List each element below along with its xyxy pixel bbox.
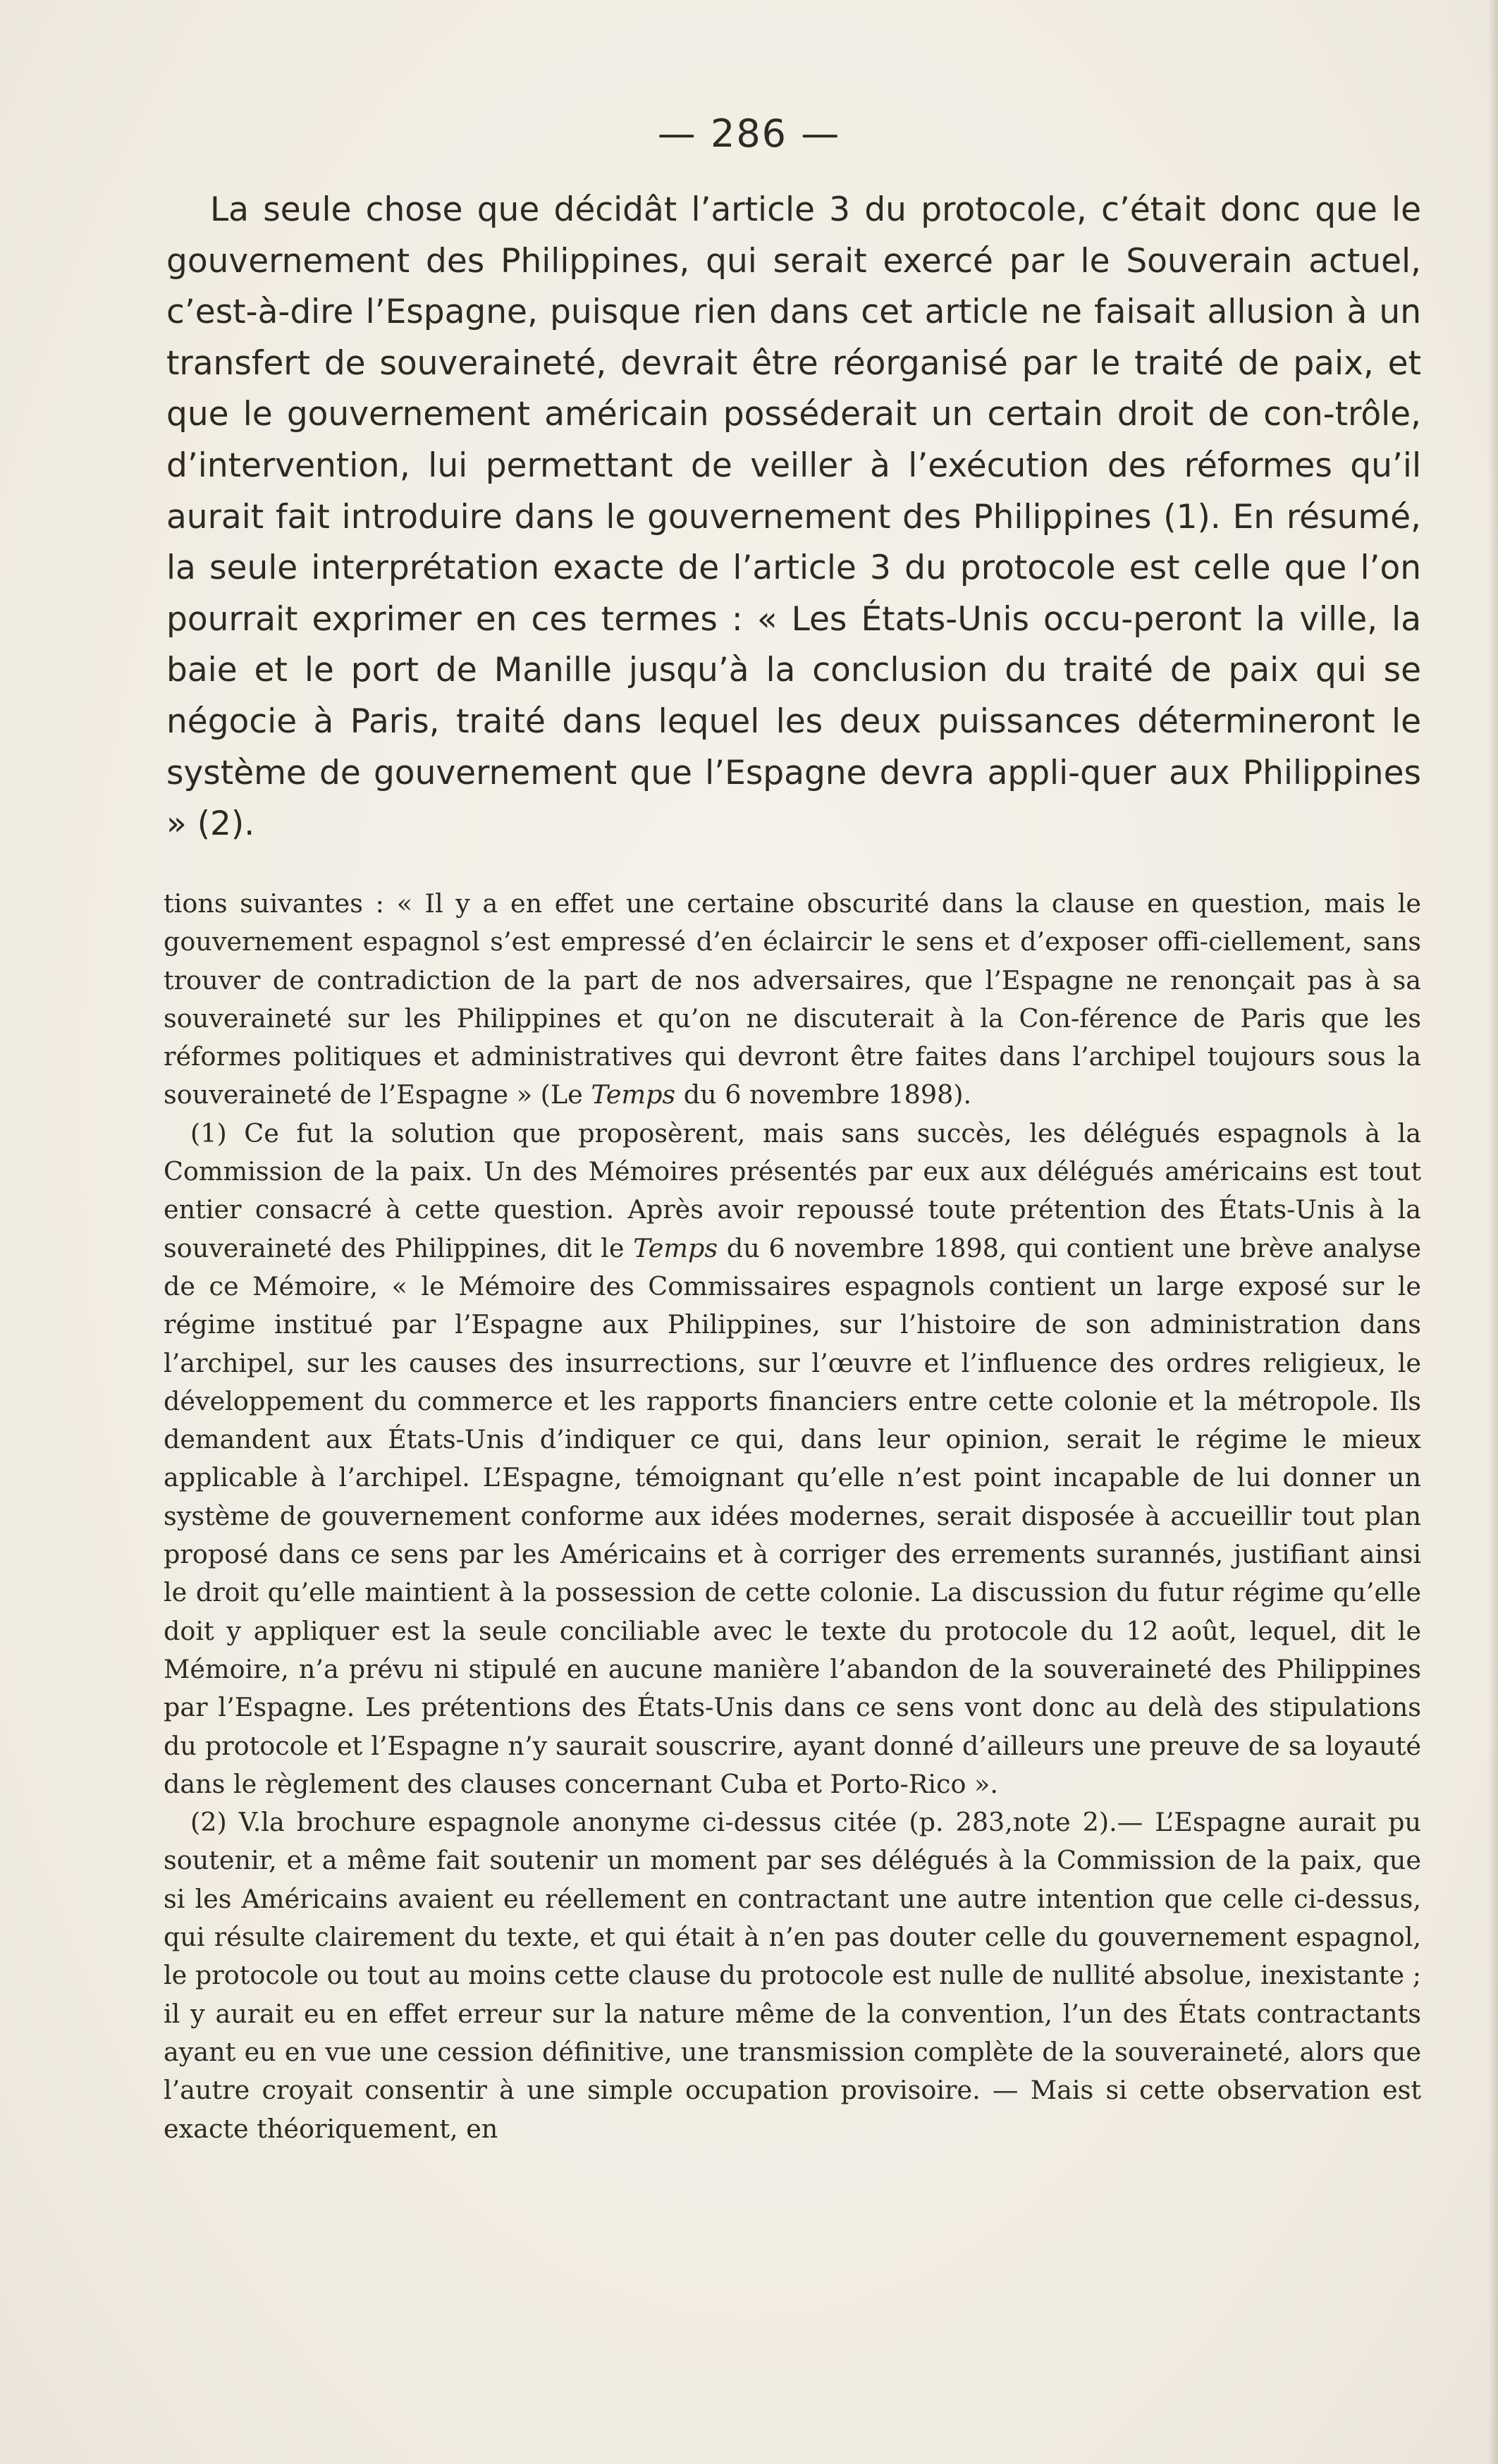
footnote-1-text: (1) Ce fut la solution que proposèrent, mais sans succès, les délégués espagnols à la Commission de la paix. Un des Mémoires présentés par eux aux délégués américains est tout entier consacré à cette question. Après avoir repoussé toute prétention des États-Unis à la souveraineté des Philippines, dit le [164, 1117, 1421, 1263]
newspaper-title: Temps [633, 1232, 718, 1263]
footnote-1 [164, 1115, 1421, 1803]
footnote-continuation-end: du 6 novembre 1898). [675, 1079, 972, 1110]
page-number: — 286 — [657, 111, 841, 156]
newspaper-title: Temps [591, 1079, 676, 1110]
footnotes [164, 885, 1421, 2148]
footnote-1-text-end: du 6 novembre 1898, qui contient une brève analyse de ce Mémoire, « le Mémoire des Commissaires espagnols contient un large exposé sur le régime institué par l’Espagne aux Philippines, sur l’histoire de son administration dans l’archipel, sur les causes des insurrections, sur l’œuvre et l’influence des ordres religieux, le développement du commerce et les rapports financiers entre cette colonie et la métropole. Ils demandent aux États-Unis d’indiquer ce qui, dans leur opinion, serait le régime le mieux applicable à l’archipel. L’Espagne, témoignant qu’elle n’est point incapable de lui donner un système de gouvernement conforme aux idées modernes, serait disposée à accueillir tout plan proposé dans ce sens par les Américains et à corriger des errements surannés, justifiant ainsi le droit qu’elle maintient à la possession de cette colonie. La discussion du futur régime qu’elle doit y appliquer est la seule conciliable avec le texte du protocole du 12 août, lequel, dit le Mémoire, n’a prévu ni stipulé en aucune manière l’abandon de la souveraineté des Philippines par l’Espagne. Les prétentions des États-Unis dans ce sens vont donc au delà des stipulations du protocole et l’Espagne n’y saurait souscrire, ayant donné d’ailleurs une preuve de sa loyauté dans le règlement des clauses concernant Cuba et Porto-Rico ». [164, 1232, 1421, 1799]
footnote-continuation [164, 885, 1421, 1115]
footnote-continuation-text: tions suivantes : « Il y a en effet une certaine obscurité dans la clause en question, mais le gouvernement espagnol s’est empressé d’en éclaircir le sens et d’exposer offi-ciellement, sans trouver de contradiction de la part de nos adversaires, que l’Espagne ne renonçait pas à sa souveraineté sur les Philippines et qu’on ne discuterait à la Con-férence de Paris que les réformes politiques et administratives qui devront être faites dans l’archipel toujours sous la souveraineté de l’Espagne » (Le [164, 888, 1421, 1110]
footnote-2: (2) V.la brochure espagnole anonyme ci-dessus citée (p. 283,note 2).— L’Espagne aurait pu soutenir, et a même fait soutenir un moment par ses délégués à la Commission de la paix, que si les Américains avaient eu réellement en contractant une autre intention que celle ci-dessus, qui résulte clairement du texte, et qui était à n’en pas douter celle du gouvernement espagnol, le protocole ou tout au moins cette clause du protocole est nulle de nullité absolue, inexistante ; il y aurait eu en effet erreur sur la nature même de la convention, l’un des États contractants ayant eu en vue une cession définitive, une transmission complète de la souveraineté, alors que l’autre croyait consentir à une simple occupation provisoire. — Mais si cette observation est exacte théoriquement, en [164, 1807, 1421, 2144]
main-paragraph: La seule chose que décidât l’article 3 du protocole, c’était donc que le gouvernement des Philippines, qui serait exercé par le Souverain actuel, c’est-à-dire l’Espagne, puisque rien dans cet article ne faisait allusion à un transfert de souveraineté, devrait être réorganisé par le traité de paix, et que le gouvernement américain posséderait un certain droit de con-trôle, d’intervention, lui permettant de veiller à l’exécution des réformes qu’il aurait fait introduire dans le gouvernement des Philippines (1). En résumé, la seule interprétation exacte de l’article 3 du protocole est celle que l’on pourrait exprimer en ces termes : « Les États-Unis occu-peront la ville, la baie et le port de Manille jusqu’à la conclusion du traité de paix qui se négocie à Paris, traité dans lequel les deux puissances détermineront le système de gouvernement que l’Espagne devra appli-quer aux Philippines » (2). [166, 190, 1421, 844]
page-edge-shadow [1488, 0, 1498, 2464]
